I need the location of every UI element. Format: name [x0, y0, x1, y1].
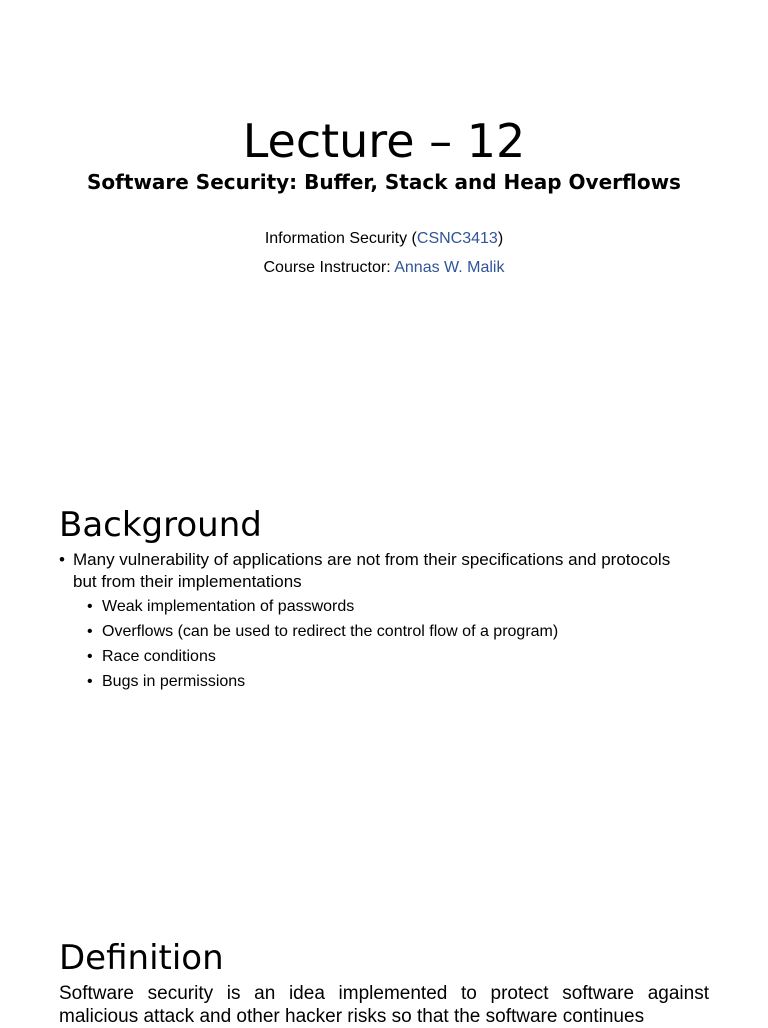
course-line	[0, 228, 768, 250]
course-code-link[interactable]: CSNC3413	[416, 230, 498, 247]
background-slide	[0, 420, 768, 860]
instructor-line	[0, 257, 768, 279]
instructor-prefix: Course Instructor:	[263, 259, 395, 276]
lecture-title: Lecture – 12	[242, 114, 526, 168]
sub-bullet: • Race conditions	[59, 646, 679, 668]
course-prefix: Information Security (	[264, 230, 417, 247]
definition-paragraph: Software security is an idea implemented to protect software against malicious attack and other hacker risks so that the software continues	[59, 983, 709, 1027]
lecture-subtitle: Software Security: Buffer, Stack and Heap Overflows	[87, 170, 681, 194]
sub-bullet: • Weak implementation of passwords	[59, 596, 679, 618]
main-bullet: • Many vulnerability of applications are not from their specifications and protocols but from their implementations	[59, 549, 679, 593]
title-slide	[0, 0, 768, 420]
course-suffix: )	[497, 230, 504, 247]
instructor-name-link[interactable]: Annas W. Malik	[394, 259, 505, 276]
definition-slide	[0, 860, 768, 1027]
definition-heading: Definition	[59, 938, 224, 979]
background-bullet-list	[59, 549, 679, 693]
sub-bullet: • Overflows (can be used to redirect the control flow of a program)	[59, 621, 679, 643]
sub-bullet: • Bugs in permissions	[59, 671, 679, 693]
background-heading: Background	[59, 505, 262, 546]
